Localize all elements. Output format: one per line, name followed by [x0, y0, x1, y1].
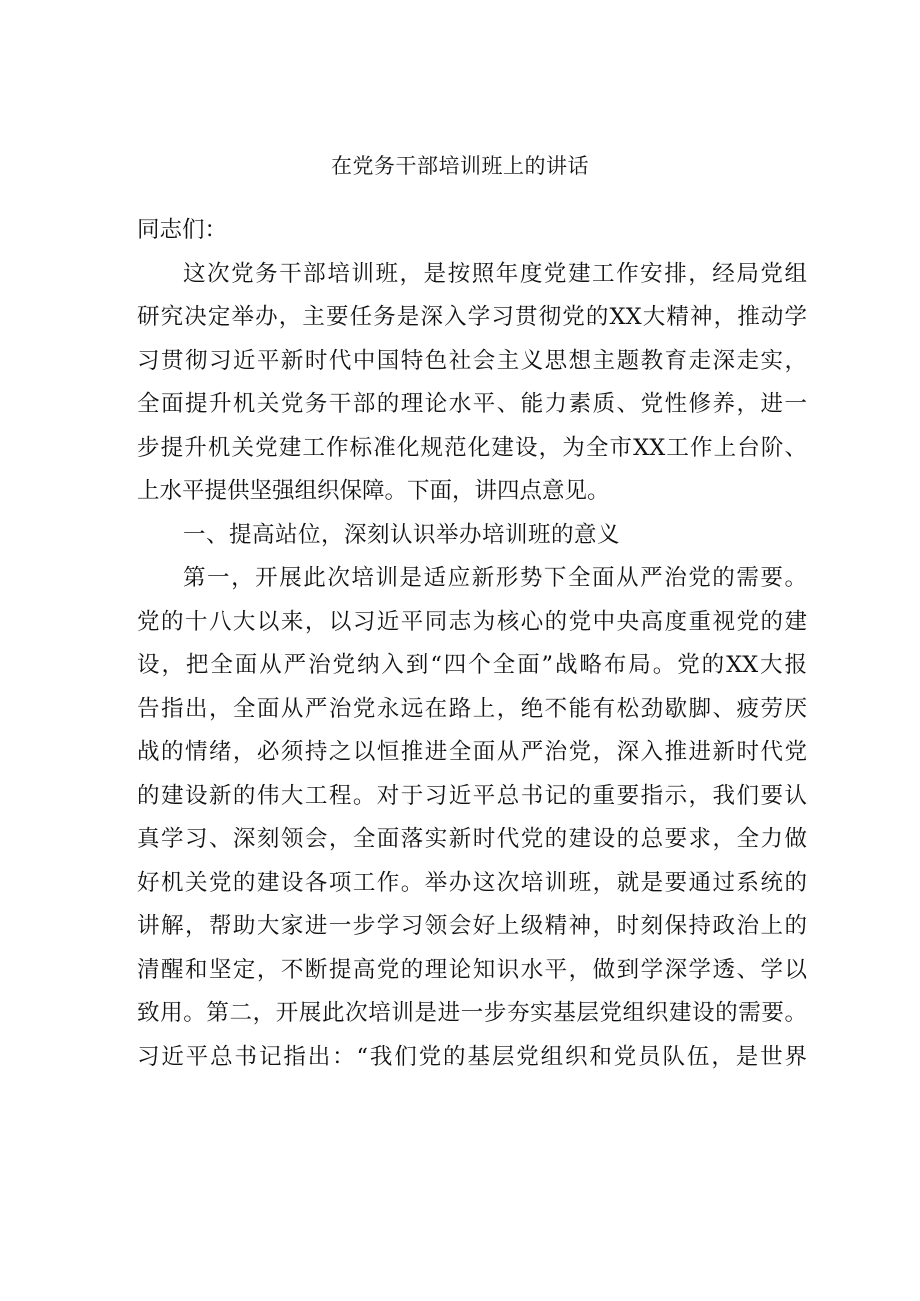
section-heading: 一、提高站位，深刻认识举办培训班的意义: [183, 521, 621, 548]
paragraph-line: 告指出，全面从严治党永远在路上，绝不能有松劲歇脚、疲劳厌: [137, 695, 807, 722]
paragraph-line: 第一，开展此次培训是适应新形势下全面从严治党的需要。: [183, 565, 807, 591]
paragraph-line: 步提升机关党建工作标准化规范化建设，为全市XX工作上台阶、: [137, 434, 807, 461]
salutation-line: 同志们：: [137, 217, 228, 243]
paragraph-line: 讲解，帮助大家进一步学习领会好上级精神，时刻保持政治上的: [137, 913, 807, 939]
paragraph-line: 致用。第二，开展此次培训是进一步夯实基层党组织建设的需要。: [137, 1000, 807, 1026]
paragraph-line: 党的十八大以来，以习近平同志为核心的党中央高度重视党的建: [137, 608, 807, 635]
paragraph-line: 清醒和坚定，不断提高党的理论知识水平，做到学深学透、学以: [137, 956, 807, 983]
paragraph-line: 习近平总书记指出：“我们党的基层党组织和党员队伍，是世界: [137, 1043, 807, 1070]
paragraph-line: 好机关党的建设各项工作。举办这次培训班，就是要通过系统的: [137, 869, 807, 896]
speech-body: [137, 209, 807, 1079]
paragraph-line: 全面提升机关党务干部的理论水平、能力素质、党性修养，进一: [137, 391, 807, 417]
page-title: 在党务干部培训班上的讲话: [331, 154, 589, 178]
paragraph-line: 习贯彻习近平新时代中国特色社会主义思想主题教育走深走实，: [137, 347, 807, 374]
paragraph-line: 上水平提供坚强组织保障。下面，讲四点意见。: [137, 478, 610, 504]
paragraph-line: 战的情绪，必须持之以恒推进全面从严治党，深入推进新时代党: [137, 739, 807, 765]
paragraph-line: 设，把全面从严治党纳入到“四个全面”战略布局。党的XX大报: [137, 652, 807, 678]
paragraph-line: 的建设新的伟大工程。对于习近平总书记的重要指示，我们要认: [137, 782, 807, 809]
paragraph-line: 这次党务干部培训班，是按照年度党建工作安排，经局党组: [183, 260, 807, 287]
paragraph-line: 研究决定举办，主要任务是深入学习贯彻党的XX大精神，推动学: [137, 304, 807, 330]
paragraph-line: 真学习、深刻领会，全面落实新时代党的建设的总要求，全力做: [137, 826, 807, 852]
